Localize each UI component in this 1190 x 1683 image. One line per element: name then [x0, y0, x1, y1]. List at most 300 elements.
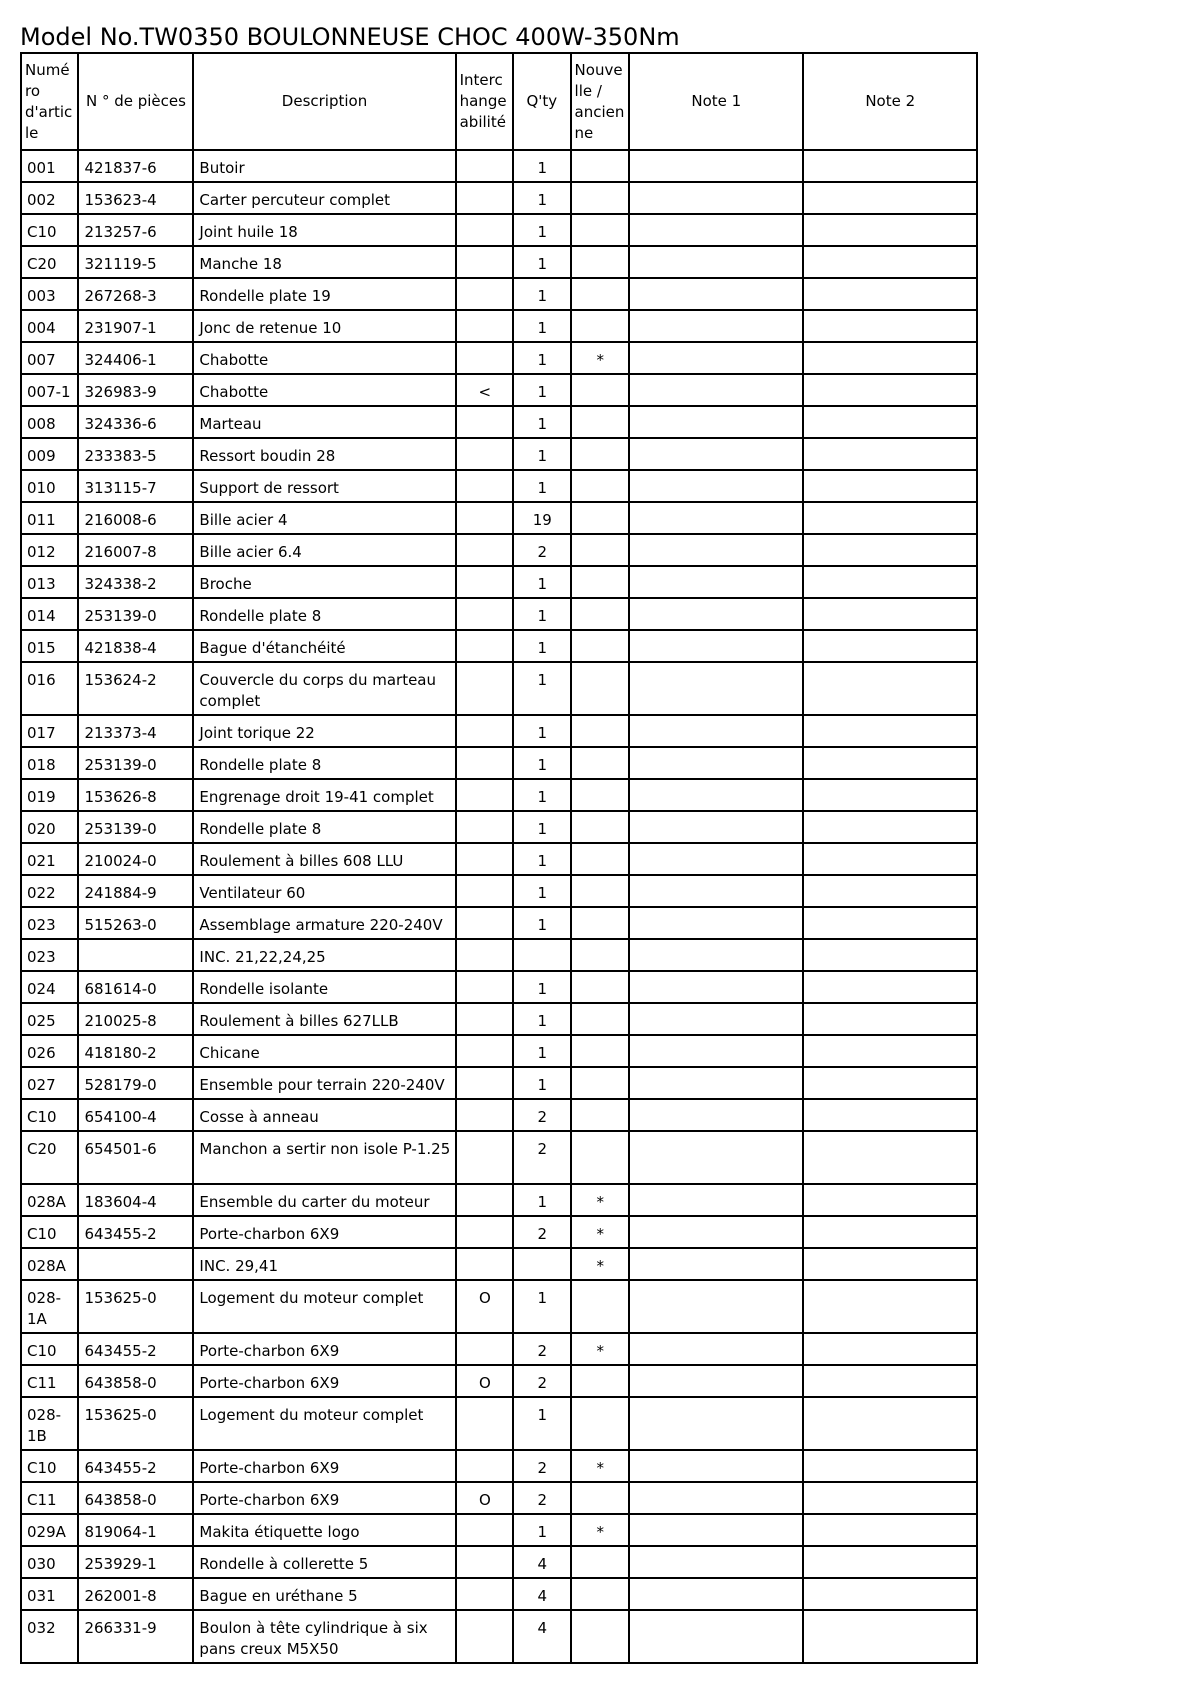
- note-1-cell: [629, 310, 803, 342]
- note-2-cell: [803, 1610, 977, 1663]
- note-2-cell: [803, 1067, 977, 1099]
- interchangeability-cell: [456, 310, 513, 342]
- quantity-cell: 1: [513, 438, 570, 470]
- new-old-cell: [571, 1482, 629, 1514]
- item-number-cell: 024: [21, 971, 78, 1003]
- table-row: [21, 662, 977, 715]
- new-old-cell: [571, 246, 629, 278]
- part-number-cell: 643858-0: [78, 1365, 193, 1397]
- quantity-cell: 1: [513, 662, 570, 715]
- interchangeability-cell: [456, 907, 513, 939]
- description-cell: Assemblage armature 220-240V: [193, 907, 455, 939]
- header-new-old: Nouvelle / ancienne: [571, 53, 629, 150]
- note-1-cell: [629, 406, 803, 438]
- description-cell: Logement du moteur complet: [193, 1280, 455, 1333]
- note-1-cell: [629, 630, 803, 662]
- item-number-cell: 013: [21, 566, 78, 598]
- new-old-cell: [571, 278, 629, 310]
- item-number-cell: 018: [21, 747, 78, 779]
- part-number-cell: 213257-6: [78, 214, 193, 246]
- table-row: [21, 1546, 977, 1578]
- table-row: [21, 1099, 977, 1131]
- description-cell: Engrenage droit 19-41 complet: [193, 779, 455, 811]
- interchangeability-cell: [456, 1035, 513, 1067]
- new-old-cell: [571, 1067, 629, 1099]
- table-row: [21, 907, 977, 939]
- description-cell: Rondelle à collerette 5: [193, 1546, 455, 1578]
- quantity-cell: 1: [513, 811, 570, 843]
- note-1-cell: [629, 150, 803, 182]
- item-number-cell: 029A: [21, 1514, 78, 1546]
- part-number-cell: 253139-0: [78, 811, 193, 843]
- new-old-cell: *: [571, 1450, 629, 1482]
- quantity-cell: 1: [513, 971, 570, 1003]
- header-description: Description: [193, 53, 455, 150]
- part-number-cell: 153625-0: [78, 1280, 193, 1333]
- quantity-cell: 2: [513, 1099, 570, 1131]
- description-cell: Ensemble du carter du moteur: [193, 1184, 455, 1216]
- item-number-cell: 012: [21, 534, 78, 566]
- quantity-cell: 1: [513, 214, 570, 246]
- new-old-cell: [571, 374, 629, 406]
- interchangeability-cell: O: [456, 1365, 513, 1397]
- description-cell: Bague d'étanchéité: [193, 630, 455, 662]
- interchangeability-cell: [456, 1546, 513, 1578]
- note-2-cell: [803, 1514, 977, 1546]
- quantity-cell: 4: [513, 1610, 570, 1663]
- table-row: [21, 278, 977, 310]
- quantity-cell: 2: [513, 1482, 570, 1514]
- note-1-cell: [629, 1280, 803, 1333]
- quantity-cell: 4: [513, 1546, 570, 1578]
- quantity-cell: 1: [513, 1280, 570, 1333]
- part-number-cell: 267268-3: [78, 278, 193, 310]
- new-old-cell: [571, 715, 629, 747]
- note-1-cell: [629, 875, 803, 907]
- new-old-cell: [571, 1280, 629, 1333]
- quantity-cell: 1: [513, 150, 570, 182]
- interchangeability-cell: [456, 747, 513, 779]
- part-number-cell: 233383-5: [78, 438, 193, 470]
- interchangeability-cell: [456, 182, 513, 214]
- table-row: [21, 246, 977, 278]
- description-cell: Porte-charbon 6X9: [193, 1450, 455, 1482]
- table-row: [21, 1035, 977, 1067]
- interchangeability-cell: [456, 1003, 513, 1035]
- table-row: [21, 875, 977, 907]
- new-old-cell: [571, 747, 629, 779]
- item-number-cell: 021: [21, 843, 78, 875]
- note-1-cell: [629, 438, 803, 470]
- interchangeability-cell: [456, 502, 513, 534]
- interchangeability-cell: [456, 779, 513, 811]
- table-row: [21, 566, 977, 598]
- part-number-cell: 253139-0: [78, 598, 193, 630]
- note-1-cell: [629, 534, 803, 566]
- part-number-cell: 153626-8: [78, 779, 193, 811]
- part-number-cell: 421838-4: [78, 630, 193, 662]
- part-number-cell: 153625-0: [78, 1397, 193, 1450]
- table-row: [21, 502, 977, 534]
- description-cell: Ensemble pour terrain 220-240V: [193, 1067, 455, 1099]
- note-2-cell: [803, 534, 977, 566]
- new-old-cell: [571, 406, 629, 438]
- quantity-cell: 1: [513, 182, 570, 214]
- part-number-cell: 153624-2: [78, 662, 193, 715]
- description-cell: Chicane: [193, 1035, 455, 1067]
- new-old-cell: [571, 566, 629, 598]
- interchangeability-cell: [456, 470, 513, 502]
- new-old-cell: [571, 971, 629, 1003]
- item-number-cell: 026: [21, 1035, 78, 1067]
- part-number-cell: 324338-2: [78, 566, 193, 598]
- new-old-cell: *: [571, 1333, 629, 1365]
- parts-table-body: [21, 150, 977, 1663]
- quantity-cell: 1: [513, 1003, 570, 1035]
- item-number-cell: 031: [21, 1578, 78, 1610]
- interchangeability-cell: [456, 875, 513, 907]
- new-old-cell: [571, 1397, 629, 1450]
- new-old-cell: *: [571, 1216, 629, 1248]
- note-2-cell: [803, 1003, 977, 1035]
- table-row: [21, 1365, 977, 1397]
- new-old-cell: [571, 811, 629, 843]
- item-number-cell: C10: [21, 1099, 78, 1131]
- new-old-cell: [571, 534, 629, 566]
- quantity-cell: [513, 1248, 570, 1280]
- note-2-cell: [803, 406, 977, 438]
- note-1-cell: [629, 1514, 803, 1546]
- item-number-cell: 025: [21, 1003, 78, 1035]
- table-row: [21, 438, 977, 470]
- interchangeability-cell: [456, 630, 513, 662]
- description-cell: INC. 29,41: [193, 1248, 455, 1280]
- quantity-cell: 1: [513, 1184, 570, 1216]
- description-cell: Bague en uréthane 5: [193, 1578, 455, 1610]
- note-1-cell: [629, 1333, 803, 1365]
- item-number-cell: 022: [21, 875, 78, 907]
- quantity-cell: 1: [513, 278, 570, 310]
- note-2-cell: [803, 278, 977, 310]
- interchangeability-cell: O: [456, 1280, 513, 1333]
- table-row: [21, 747, 977, 779]
- interchangeability-cell: [456, 939, 513, 971]
- item-number-cell: C10: [21, 1216, 78, 1248]
- part-number-cell: 253929-1: [78, 1546, 193, 1578]
- quantity-cell: 1: [513, 747, 570, 779]
- part-number-cell: 216007-8: [78, 534, 193, 566]
- description-cell: Porte-charbon 6X9: [193, 1216, 455, 1248]
- description-cell: Boulon à tête cylindrique à six pans creux M5X50: [193, 1610, 455, 1663]
- interchangeability-cell: [456, 1131, 513, 1184]
- note-2-cell: [803, 246, 977, 278]
- new-old-cell: [571, 150, 629, 182]
- header-item-number: Numéro d'article: [21, 53, 78, 150]
- part-number-cell: 321119-5: [78, 246, 193, 278]
- quantity-cell: 1: [513, 374, 570, 406]
- table-row: [21, 342, 977, 374]
- item-number-cell: 017: [21, 715, 78, 747]
- table-row: [21, 534, 977, 566]
- interchangeability-cell: [456, 1514, 513, 1546]
- part-number-cell: 231907-1: [78, 310, 193, 342]
- interchangeability-cell: [456, 1216, 513, 1248]
- note-2-cell: [803, 1333, 977, 1365]
- interchangeability-cell: [456, 598, 513, 630]
- part-number-cell: 210025-8: [78, 1003, 193, 1035]
- note-2-cell: [803, 470, 977, 502]
- interchangeability-cell: [456, 1450, 513, 1482]
- table-row: [21, 1397, 977, 1450]
- header-interchangeability: Interchangeabilité: [456, 53, 513, 150]
- note-1-cell: [629, 182, 803, 214]
- quantity-cell: 1: [513, 1397, 570, 1450]
- quantity-cell: 2: [513, 1216, 570, 1248]
- note-2-cell: [803, 971, 977, 1003]
- table-row: [21, 1578, 977, 1610]
- table-row: [21, 715, 977, 747]
- new-old-cell: [571, 1035, 629, 1067]
- note-2-cell: [803, 342, 977, 374]
- table-row: [21, 1610, 977, 1663]
- table-row: [21, 939, 977, 971]
- part-number-cell: 643455-2: [78, 1333, 193, 1365]
- note-2-cell: [803, 566, 977, 598]
- item-number-cell: 009: [21, 438, 78, 470]
- description-cell: Jonc de retenue 10: [193, 310, 455, 342]
- item-number-cell: 007-1: [21, 374, 78, 406]
- part-number-cell: 654100-4: [78, 1099, 193, 1131]
- quantity-cell: 1: [513, 246, 570, 278]
- header-note-2: Note 2: [803, 53, 977, 150]
- part-number-cell: 421837-6: [78, 150, 193, 182]
- note-2-cell: [803, 1099, 977, 1131]
- item-number-cell: 019: [21, 779, 78, 811]
- table-row: [21, 1280, 977, 1333]
- note-1-cell: [629, 747, 803, 779]
- item-number-cell: 008: [21, 406, 78, 438]
- note-1-cell: [629, 1578, 803, 1610]
- interchangeability-cell: [456, 715, 513, 747]
- quantity-cell: 1: [513, 566, 570, 598]
- description-cell: Support de ressort: [193, 470, 455, 502]
- part-number-cell: 253139-0: [78, 747, 193, 779]
- note-2-cell: [803, 747, 977, 779]
- quantity-cell: 1: [513, 470, 570, 502]
- item-number-cell: 028A: [21, 1184, 78, 1216]
- item-number-cell: 016: [21, 662, 78, 715]
- part-number-cell: 324406-1: [78, 342, 193, 374]
- new-old-cell: *: [571, 342, 629, 374]
- new-old-cell: *: [571, 1184, 629, 1216]
- description-cell: Chabotte: [193, 342, 455, 374]
- description-cell: Ressort boudin 28: [193, 438, 455, 470]
- new-old-cell: [571, 470, 629, 502]
- note-2-cell: [803, 310, 977, 342]
- note-2-cell: [803, 502, 977, 534]
- part-number-cell: [78, 939, 193, 971]
- note-1-cell: [629, 1184, 803, 1216]
- note-1-cell: [629, 1546, 803, 1578]
- item-number-cell: 028-1A: [21, 1280, 78, 1333]
- interchangeability-cell: [456, 246, 513, 278]
- note-2-cell: [803, 1482, 977, 1514]
- part-number-cell: 241884-9: [78, 875, 193, 907]
- quantity-cell: 2: [513, 1365, 570, 1397]
- item-number-cell: 011: [21, 502, 78, 534]
- item-number-cell: 002: [21, 182, 78, 214]
- interchangeability-cell: [456, 342, 513, 374]
- quantity-cell: [513, 939, 570, 971]
- item-number-cell: C11: [21, 1482, 78, 1514]
- item-number-cell: 010: [21, 470, 78, 502]
- note-1-cell: [629, 1035, 803, 1067]
- new-old-cell: [571, 310, 629, 342]
- new-old-cell: [571, 875, 629, 907]
- note-2-cell: [803, 875, 977, 907]
- note-2-cell: [803, 1216, 977, 1248]
- item-number-cell: 028A: [21, 1248, 78, 1280]
- interchangeability-cell: [456, 1099, 513, 1131]
- quantity-cell: 1: [513, 1035, 570, 1067]
- note-1-cell: [629, 1003, 803, 1035]
- description-cell: Porte-charbon 6X9: [193, 1333, 455, 1365]
- table-row: [21, 1131, 977, 1184]
- table-row: [21, 1184, 977, 1216]
- note-2-cell: [803, 1035, 977, 1067]
- table-row: [21, 1333, 977, 1365]
- table-row: [21, 630, 977, 662]
- quantity-cell: 1: [513, 406, 570, 438]
- new-old-cell: *: [571, 1514, 629, 1546]
- table-row: [21, 779, 977, 811]
- table-header-row: [21, 53, 977, 150]
- note-2-cell: [803, 1397, 977, 1450]
- part-number-cell: 515263-0: [78, 907, 193, 939]
- interchangeability-cell: [456, 534, 513, 566]
- part-number-cell: 528179-0: [78, 1067, 193, 1099]
- note-1-cell: [629, 662, 803, 715]
- new-old-cell: [571, 1131, 629, 1184]
- quantity-cell: 1: [513, 310, 570, 342]
- interchangeability-cell: [456, 566, 513, 598]
- note-2-cell: [803, 1365, 977, 1397]
- item-number-cell: C10: [21, 214, 78, 246]
- note-2-cell: [803, 374, 977, 406]
- quantity-cell: 2: [513, 1450, 570, 1482]
- note-2-cell: [803, 1578, 977, 1610]
- quantity-cell: 1: [513, 715, 570, 747]
- table-row: [21, 182, 977, 214]
- table-row: [21, 214, 977, 246]
- note-1-cell: [629, 779, 803, 811]
- note-2-cell: [803, 1131, 977, 1184]
- new-old-cell: [571, 438, 629, 470]
- quantity-cell: 4: [513, 1578, 570, 1610]
- description-cell: Manchon a sertir non isole P-1.25: [193, 1131, 455, 1184]
- quantity-cell: 1: [513, 907, 570, 939]
- note-2-cell: [803, 182, 977, 214]
- interchangeability-cell: <: [456, 374, 513, 406]
- new-old-cell: [571, 1003, 629, 1035]
- part-number-cell: 681614-0: [78, 971, 193, 1003]
- note-2-cell: [803, 1450, 977, 1482]
- header-note-1: Note 1: [629, 53, 803, 150]
- table-row: [21, 1216, 977, 1248]
- new-old-cell: [571, 182, 629, 214]
- description-cell: Porte-charbon 6X9: [193, 1482, 455, 1514]
- description-cell: Rondelle plate 19: [193, 278, 455, 310]
- note-1-cell: [629, 715, 803, 747]
- part-number-cell: 213373-4: [78, 715, 193, 747]
- description-cell: Couvercle du corps du marteau complet: [193, 662, 455, 715]
- note-1-cell: [629, 502, 803, 534]
- new-old-cell: [571, 1546, 629, 1578]
- note-1-cell: [629, 843, 803, 875]
- note-1-cell: [629, 1365, 803, 1397]
- description-cell: Carter percuteur complet: [193, 182, 455, 214]
- note-1-cell: [629, 1131, 803, 1184]
- table-row: [21, 1450, 977, 1482]
- note-2-cell: [803, 939, 977, 971]
- note-2-cell: [803, 843, 977, 875]
- interchangeability-cell: [456, 278, 513, 310]
- new-old-cell: [571, 843, 629, 875]
- new-old-cell: [571, 502, 629, 534]
- note-1-cell: [629, 1482, 803, 1514]
- part-number-cell: 153623-4: [78, 182, 193, 214]
- interchangeability-cell: [456, 971, 513, 1003]
- interchangeability-cell: O: [456, 1482, 513, 1514]
- description-cell: INC. 21,22,24,25: [193, 939, 455, 971]
- quantity-cell: 1: [513, 1067, 570, 1099]
- part-number-cell: 183604-4: [78, 1184, 193, 1216]
- note-2-cell: [803, 438, 977, 470]
- new-old-cell: [571, 1578, 629, 1610]
- item-number-cell: C20: [21, 1131, 78, 1184]
- quantity-cell: 1: [513, 630, 570, 662]
- part-number-cell: 643858-0: [78, 1482, 193, 1514]
- header-quantity: Q'ty: [513, 53, 570, 150]
- description-cell: Broche: [193, 566, 455, 598]
- note-1-cell: [629, 278, 803, 310]
- interchangeability-cell: [456, 1578, 513, 1610]
- part-number-cell: 654501-6: [78, 1131, 193, 1184]
- description-cell: Joint torique 22: [193, 715, 455, 747]
- note-2-cell: [803, 1546, 977, 1578]
- item-number-cell: 023: [21, 939, 78, 971]
- note-1-cell: [629, 1450, 803, 1482]
- interchangeability-cell: [456, 214, 513, 246]
- description-cell: Bille acier 6.4: [193, 534, 455, 566]
- note-2-cell: [803, 811, 977, 843]
- interchangeability-cell: [456, 438, 513, 470]
- part-number-cell: 266331-9: [78, 1610, 193, 1663]
- item-number-cell: 032: [21, 1610, 78, 1663]
- table-row: [21, 843, 977, 875]
- table-row: [21, 811, 977, 843]
- description-cell: Ventilateur 60: [193, 875, 455, 907]
- interchangeability-cell: [456, 843, 513, 875]
- table-row: [21, 374, 977, 406]
- quantity-cell: 1: [513, 779, 570, 811]
- description-cell: Rondelle plate 8: [193, 598, 455, 630]
- description-cell: Marteau: [193, 406, 455, 438]
- item-number-cell: 030: [21, 1546, 78, 1578]
- new-old-cell: [571, 1365, 629, 1397]
- description-cell: Cosse à anneau: [193, 1099, 455, 1131]
- quantity-cell: 1: [513, 1514, 570, 1546]
